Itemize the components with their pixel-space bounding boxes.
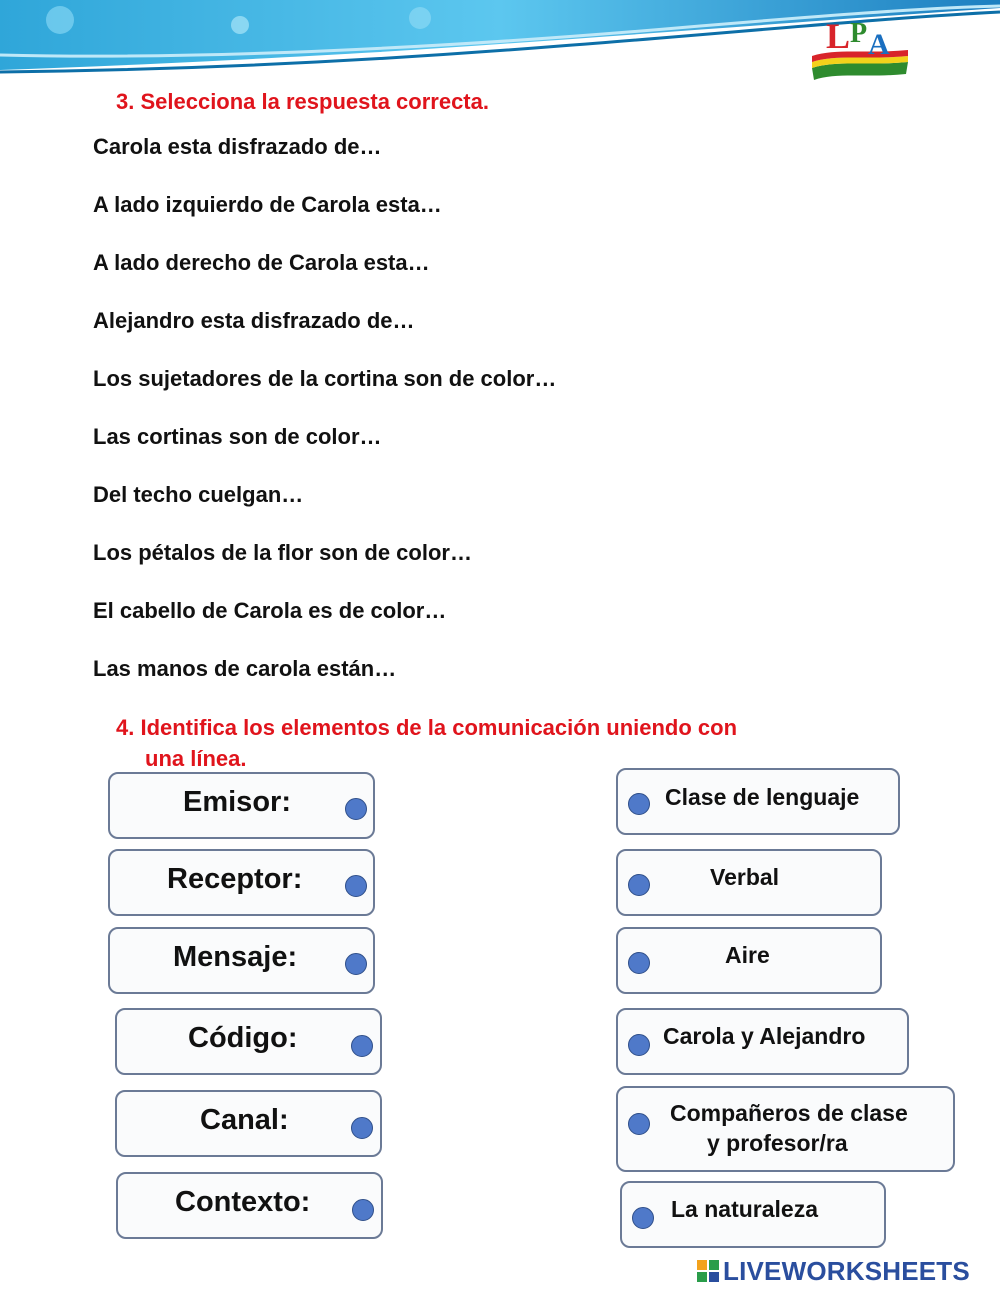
connector-dot[interactable] [351,1035,373,1057]
question-10: Las manos de carola están… [93,656,397,681]
answer-label-line2: y profesor/ra [707,1130,848,1156]
answer-box-la-naturaleza [620,1181,886,1248]
element-label: Mensaje: [173,941,298,973]
question-4: Alejandro esta disfrazado de… [93,308,415,333]
connector-dot[interactable] [345,875,367,897]
question-3: A lado derecho de Carola esta… [93,250,430,275]
element-label: Receptor: [167,863,303,895]
connector-dot[interactable] [632,1207,654,1229]
connector-dot[interactable] [628,793,650,815]
connector-dot[interactable] [352,1199,374,1221]
element-box-emisor [108,772,375,839]
section4-heading-line1: 4. Identifica los elementos de la comunicación uniendo con [116,715,738,740]
element-box-codigo [115,1008,382,1075]
element-box-mensaje [108,927,375,994]
element-box-contexto [116,1172,383,1239]
question-7: Del techo cuelgan… [93,482,304,507]
svg-text:A: A [868,28,890,61]
connector-dot[interactable] [628,1113,650,1135]
connector-dot[interactable] [351,1117,373,1139]
answer-box-carola-y-alejandro [616,1008,909,1075]
answer-label: Verbal [710,864,780,890]
answer-label: Aire [725,942,770,968]
brand-text: LIVEWORKSHEETS [723,1255,970,1286]
element-label: Canal: [200,1104,289,1136]
answer-label: Clase de lenguaje [665,784,860,810]
connector-dot[interactable] [628,952,650,974]
question-9: El cabello de Carola es de color… [93,598,447,623]
answer-label-line1: Compañeros de clase [670,1100,908,1126]
school-logo [806,10,914,82]
question-6: Las cortinas son de color… [93,424,382,449]
element-box-canal [115,1090,382,1157]
answer-box-clase-de-lenguaje [616,768,900,835]
question-5: Los sujetadores de la cortina son de color… [93,366,557,391]
svg-text:L: L [826,16,851,56]
connector-dot[interactable] [628,1034,650,1056]
answer-label: La naturaleza [671,1196,818,1222]
answer-box-aire [616,927,882,994]
answer-box-companeros [616,1086,955,1172]
liveworksheets-icon [697,1260,719,1282]
connector-dot[interactable] [628,874,650,896]
question-2: A lado izquierdo de Carola esta… [93,192,442,217]
liveworksheets-brand [697,1256,970,1286]
element-label: Emisor: [183,786,291,818]
connector-dot[interactable] [345,798,367,820]
svg-text:P: P [850,18,868,49]
question-8: Los pétalos de la flor son de color… [93,540,472,565]
answer-box-verbal [616,849,882,916]
connector-dot[interactable] [345,953,367,975]
section4-heading-line2: una línea. [145,746,247,771]
section3-heading: 3. Selecciona la respuesta correcta. [116,89,489,114]
question-1: Carola esta disfrazado de… [93,134,382,159]
answer-label: Carola y Alejandro [663,1023,866,1049]
element-box-receptor [108,849,375,916]
element-label: Contexto: [175,1186,311,1218]
element-label: Código: [188,1022,298,1054]
